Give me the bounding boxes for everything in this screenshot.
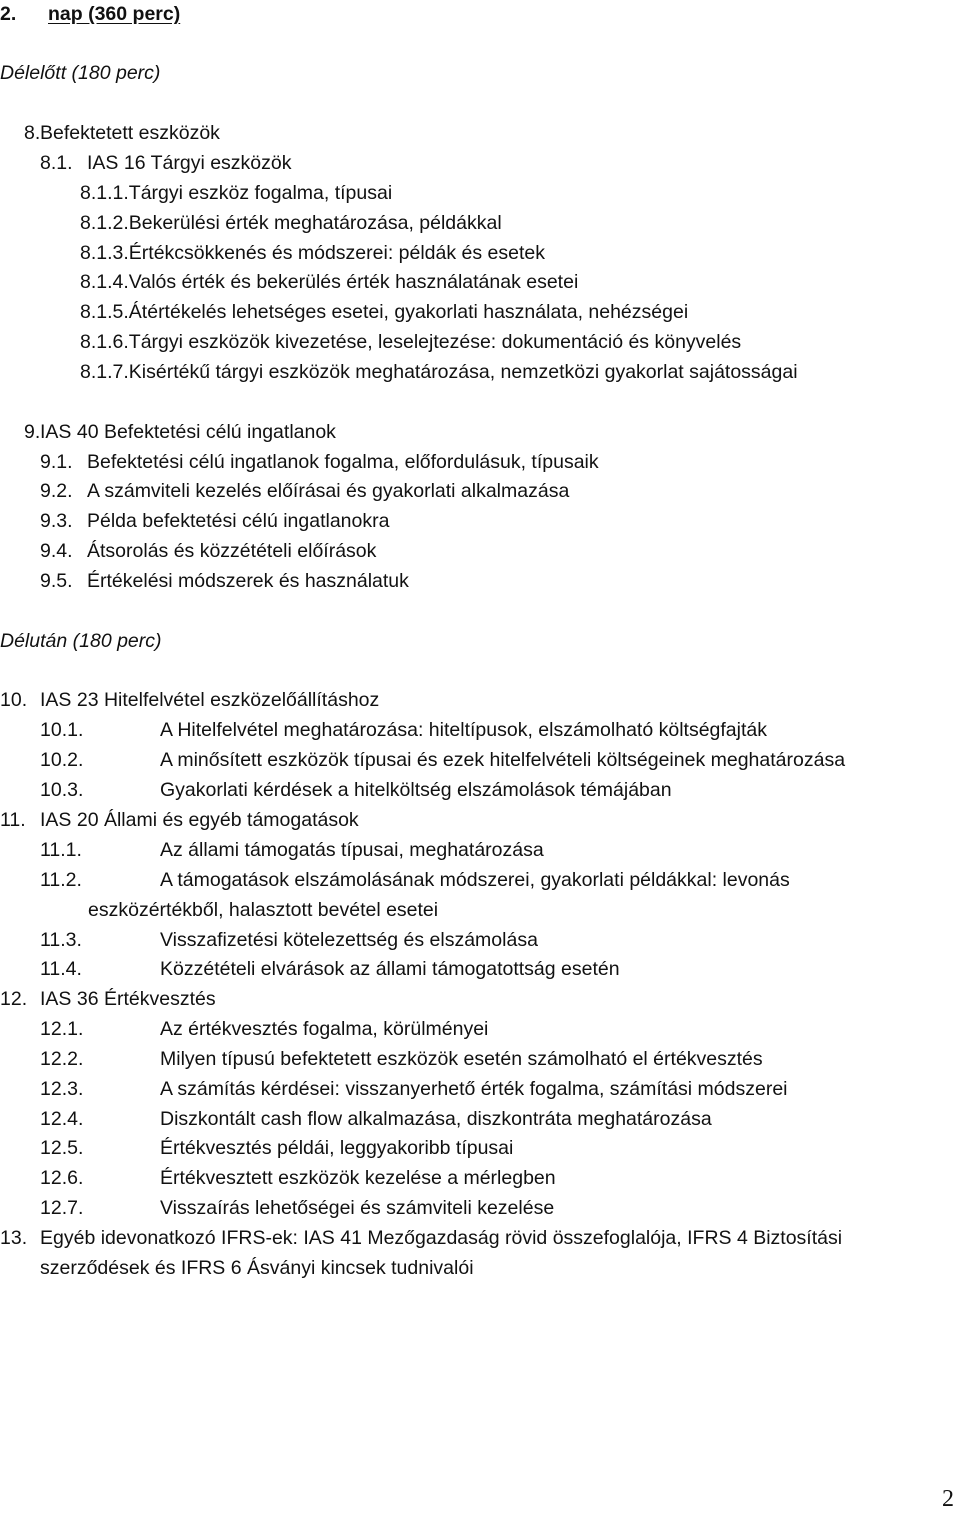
section-heading: 13. Egyéb idevonatkozó IFRS-ek: IAS 41 Mezőgazdaság rövid összefoglalója, IFRS 4 Biztosítási (0, 1227, 843, 1249)
subsection-item: 8.1.3.Értékcsökkenés és módszerei: példák és esetek (80, 242, 545, 264)
subsection-item: 12.2. Milyen típusú befektetett eszközök esetén számolható el értékvesztés (40, 1048, 763, 1070)
subsection-item: 11.4. Közzétételi elvárások az állami támogatottság esetén (40, 958, 620, 980)
subsection-item: 12.1. Az értékvesztés fogalma, körülményei (40, 1018, 489, 1040)
section-continuation: szerződések és IFRS 6 Ásványi kincsek tudnivalói (40, 1257, 474, 1279)
section-heading: 10. IAS 23 Hitelfelvétel eszközelőállításhoz (0, 689, 380, 711)
section-heading: 8.Befektetett eszközök (24, 122, 220, 144)
subsection-item: 8.1.5.Átértékelés lehetséges esetei, gyakorlati használata, nehézségei (80, 301, 689, 323)
subsection-item: 8.1. IAS 16 Tárgyi eszközök (40, 152, 292, 174)
subsection-item: 12.5. Értékvesztés példái, leggyakoribb típusai (40, 1137, 514, 1159)
subsection-item: 12.6. Értékvesztett eszközök kezelése a mérlegben (40, 1167, 556, 1189)
afternoon-label: Délután (180 perc) (0, 630, 162, 652)
day-title: nap (360 perc) (48, 3, 181, 25)
subsection-item: 9.4. Átsorolás és közzétételi előírások (40, 540, 377, 562)
subsection-item: 10.1. A Hitelfelvétel meghatározása: hiteltípusok, elszámolható költségfajták (40, 719, 767, 741)
section-heading: 12. IAS 36 Értékvesztés (0, 988, 216, 1010)
subsection-item: 12.3. A számítás kérdései: visszanyerhető érték fogalma, számítási módszerei (40, 1078, 788, 1100)
subsection-item: 8.1.1.Tárgyi eszköz fogalma, típusai (80, 182, 393, 204)
subsection-item: 8.1.7.Kisértékű tárgyi eszközök meghatározása, nemzetközi gyakorlat sajátosságai (80, 361, 798, 383)
page-number: 2 (942, 1486, 954, 1512)
section-heading: 11. IAS 20 Állami és egyéb támogatások (0, 809, 359, 831)
morning-label: Délelőtt (180 perc) (0, 62, 161, 84)
subsection-item: 8.1.6.Tárgyi eszközök kivezetése, leselejtezése: dokumentáció és könyvelés (80, 331, 742, 353)
day-number: 2. (0, 3, 17, 25)
subsection-item: 9.3. Példa befektetési célú ingatlanokra (40, 510, 390, 532)
subsection-item: 10.3. Gyakorlati kérdések a hitelköltség elszámolások témájában (40, 779, 672, 801)
subsection-item: 11.1. Az állami támogatás típusai, meghatározása (40, 839, 544, 861)
subsection-item: 12.4. Diszkontált cash flow alkalmazása, diszkontráta meghatározása (40, 1108, 712, 1130)
subsection-item: 9.5. Értékelési módszerek és használatuk (40, 570, 409, 592)
section-heading: 9.IAS 40 Befektetési célú ingatlanok (24, 421, 336, 443)
subsection-item: 10.2. A minősített eszközök típusai és ezek hitelfelvételi költségeinek meghatározása (40, 749, 846, 771)
subsection-continuation: eszközértékből, halasztott bevétel esetei (88, 899, 439, 921)
subsection-item: 12.7. Visszaírás lehetőségei és számviteli kezelése (40, 1197, 555, 1219)
subsection-item: 8.1.4.Valós érték és bekerülés érték használatának esetei (80, 271, 579, 293)
day-heading (0, 2, 180, 26)
subsection-item: 8.1.2.Bekerülési érték meghatározása, példákkal (80, 212, 502, 234)
subsection-item: 11.2. A támogatások elszámolásának módszerei, gyakorlati példákkal: levonás (40, 869, 790, 891)
subsection-item: 11.3. Visszafizetési kötelezettség és elszámolása (40, 929, 538, 951)
subsection-item: 9.1. Befektetési célú ingatlanok fogalma, előfordulásuk, típusaik (40, 451, 599, 473)
subsection-item: 9.2. A számviteli kezelés előírásai és gyakorlati alkalmazása (40, 480, 570, 502)
